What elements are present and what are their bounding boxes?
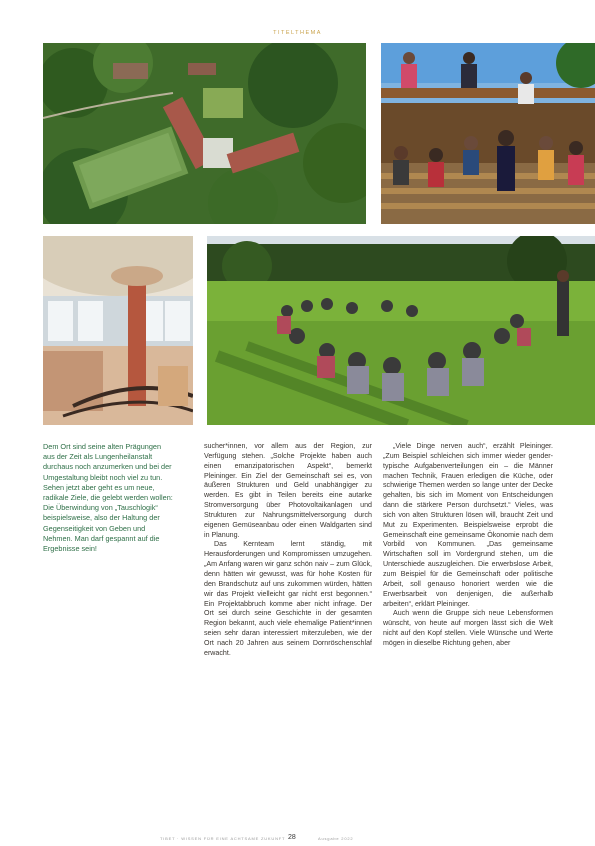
tower-photo	[43, 236, 193, 425]
lawn-circle-photo	[207, 236, 595, 425]
body-paragraph: „Viele Dinge nerven auch“, erzählt Pleininger. „Zum Beispiel schleichen sich immer wieder gender-typische Aufgabenverteilungen ein – die Männer machen Technik, Frauen erledigen die Küche, oder schwierige Themen werden so lange unter der Decke gehalten, bis sich im Moment von Entscheidungen dann die stärkere Person durchsetzt.“ Vieles, was sich von alten Strukturen lösen will, braucht Zeit und Mut zu Experimenten. Beispielsweise erprobt die Gemeinschaft eine gemeinsame Ökonomie nach dem Vorbild von Kommunen. „Das gemeinsame Wirtschaften soll im Vordergrund stehen, um die Unterschiede auszugleichen. Die erwerbslose Arbeit, zum Beispiel für die Gemeinschaft oder politische Arbeit, soll genauso honoriert werden wie die Erwerbsarbeit von denjenigen, die außerhalb arbeiten“, erklärt Pleininger.	[383, 442, 553, 608]
body-paragraph: sucher*innen, vor allem aus der Region, zur Verfügung stehen. „Solche Projekte haben auch einen emanzipatorischen Aspekt“, bemerkt Pleininger. Ein Ziel der Gemeinschaft sei es, von äußeren Strukturen und Geld unabhängiger zu werden. Es gibt in Teilen bereits eine autarke Stromversorgung über Photovoltaikanlagen und Strukturen zur Nahrungsmittelversorgung durch eigenen Gemüseanbau oder einen Waldgarten sind in Planung.	[204, 442, 372, 539]
section-label: TITELTHEMA	[273, 30, 322, 36]
photo-caption	[43, 442, 173, 554]
body-column-2	[204, 442, 372, 659]
caption-text: Dem Ort sind seine alten Prägungen aus der Zeit als Lungenheilanstalt durchaus noch anzumerken und bei der Umgestaltung bleibt noch viel zu tun. Sehen jetzt aber geht es um neue, radikale Ziele, die gelebt werden wollen: Die Überwindung von „Tauschlogik“ beispielsweise, also der Haltung der Gegenseitigkeit von Geben und Nehmen. Man darf gespannt auf die Ergebnisse sein!	[43, 442, 173, 554]
body-column-3	[383, 442, 553, 649]
body-paragraph: Das Kernteam lernt ständig, mit Herausforderungen und Kompromissen umzugehen. „Am Anfang waren wir ganz schön naiv – zum Glück, denn hätten wir gewusst, was für hohe Kosten für den Brandschutz auf uns zukommen würden, hätten wir das Projekt vielleicht gar nicht erst begonnen.“ Ein Projektabbruch komme aber nicht infrage. Der Ort sei durch seine Geschichte in der gesamten Region bekannt, auch viele ehemalige Patient*innen seien sehr daran interessiert miterzuleben, wie der Ort nach 20 Jahren aus seinem Dornröschenschlaf erwacht.	[204, 540, 372, 657]
footer-issue: Ausgabe 2022	[318, 836, 354, 841]
page-footer	[0, 836, 595, 846]
group-photo	[381, 43, 595, 224]
aerial-photo	[43, 43, 366, 224]
footer-publication: TIBET · WISSEN FÜR EINE ACHTSAME ZUKUNFT	[160, 836, 286, 841]
page-number: 28	[288, 834, 296, 841]
body-paragraph: Auch wenn die Gruppe sich neue Lebensformen wünscht, von heute auf morgen lässt sich die Welt nicht auf den Kopf stellen. Viele Wünsche und Werte mögen in dieselbe Richtung gehen, aber	[383, 609, 553, 647]
